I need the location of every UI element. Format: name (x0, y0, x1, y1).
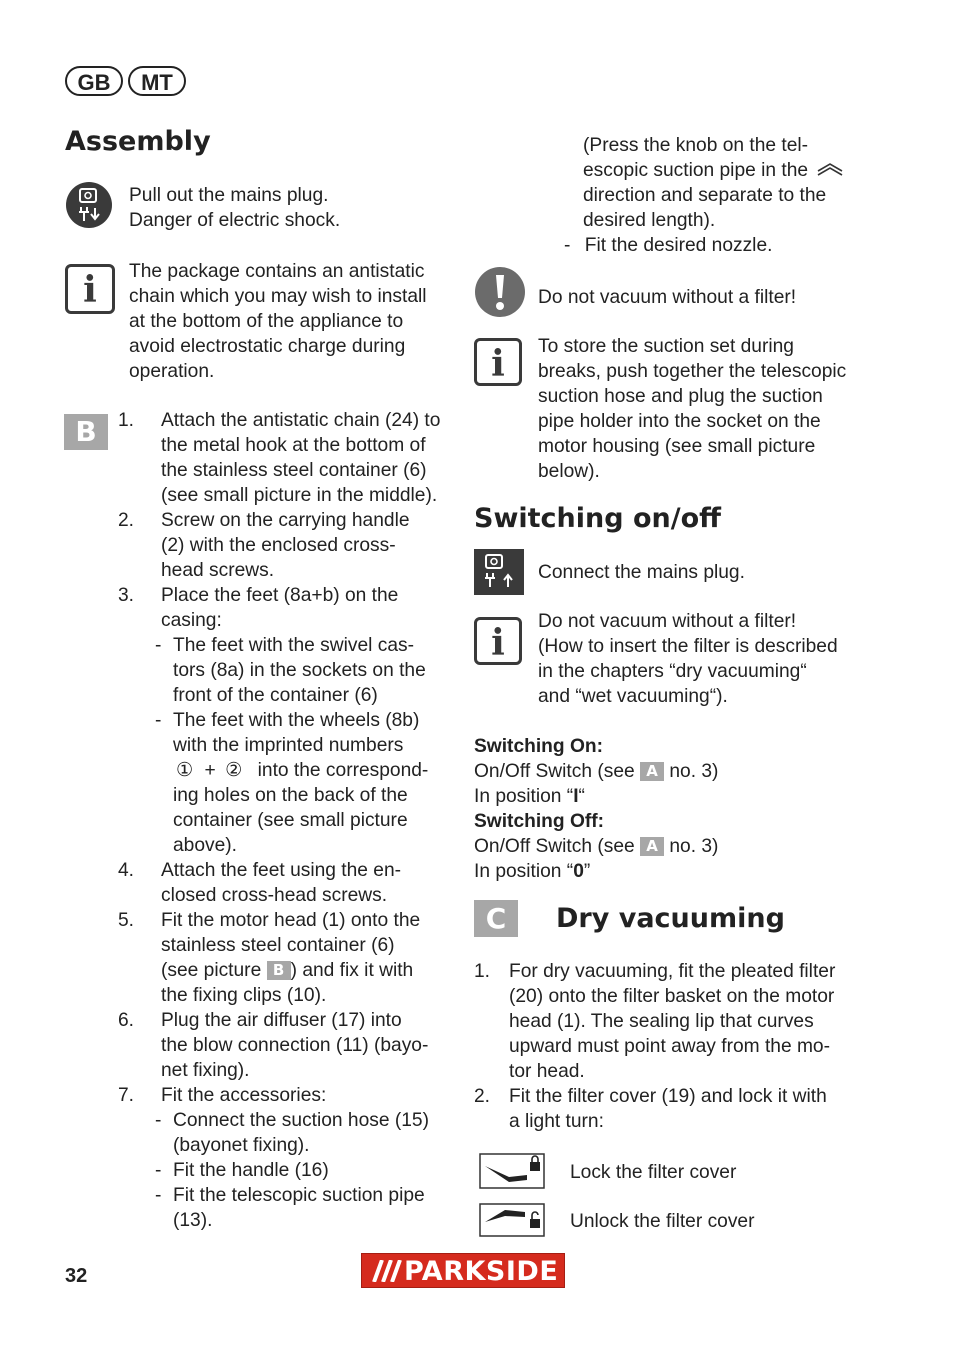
info-icon: i (474, 338, 522, 386)
sub-list-item: - The feet with the wheels (8b) with the imprinted numbers ① + ② into the correspond- ing holes on the back of the container (see small picture above). (155, 710, 429, 856)
lang-badge-mt: MT (128, 66, 186, 96)
assembly-heading: Assembly (65, 126, 211, 157)
list-item: 4. Attach the feet using the en- closed cross-head screws. (118, 860, 402, 906)
warning-icon (474, 266, 526, 318)
list-item: 2. Fit the filter cover (19) and lock it with a light turn: (474, 1086, 827, 1132)
list-item: 6. Plug the air diffuser (17) into the blow connection (11) (bayo- net fixing). (118, 1010, 429, 1081)
lock-cover-icon (479, 1153, 545, 1189)
unplug-note: Pull out the mains plug. Danger of electric shock. (129, 185, 341, 231)
unplug-icon (65, 181, 113, 229)
list-item: 1. For dry vacuuming, fit the pleated filter (20) onto the filter basket on the motor head (1). The sealing lip that curves upward must point away from the mo- tor head. (474, 961, 836, 1082)
chevrons-up-icon (816, 162, 844, 178)
connect-mains-note: Connect the mains plug. (538, 562, 745, 583)
list-item: 1. Attach the antistatic chain (24) to the metal hook at the bottom of the stainless steel container (6) (see small picture in the middle). (118, 410, 441, 506)
unlock-cover-label: Unlock the filter cover (570, 1211, 755, 1232)
lang-badge-gb: GB (65, 66, 123, 96)
switching-heading: Switching on/off (474, 503, 722, 534)
storage-info-note: To store the suction set during breaks, push together the telescopic suction hose and plug the suction pipe holder into the socket on the motor housing (see small picture below). (538, 336, 847, 482)
picture-a-badge: A (640, 837, 664, 856)
info-icon: i (65, 264, 115, 314)
sub-list-item: - The feet with the swivel cas- tors (8a) in the sockets on the front of the container (6) (155, 635, 426, 706)
plug-in-icon (474, 549, 524, 595)
sub-list-item: - Connect the suction hose (15) (bayonet fixing). (155, 1110, 429, 1156)
list-item: 7. Fit the accessories: - Connect the suction hose (15) (bayonet fixing). - Fit the handle (16) - Fit the telescopic suction pipe (13). (118, 1083, 453, 1233)
dry-vacuuming-heading: Dry vacuuming (556, 903, 785, 934)
info-icon: i (474, 617, 522, 665)
no-filter-warning: Do not vacuum without a filter! (538, 287, 797, 308)
picture-b-inline-badge: B (267, 961, 291, 980)
fit-nozzle-item: - Fit the desired nozzle. (564, 235, 773, 256)
list-item: 2. Screw on the carrying handle (2) with the enclosed cross- head screws. (118, 510, 410, 581)
filter-info-note: Do not vacuum without a filter! (How to insert the filter is described in the chapters “dry vacuuming“ and “wet vacuuming“). (538, 611, 838, 707)
dry-vacuuming-steps (474, 959, 864, 1134)
list-item: 3. Place the feet (8a+b) on the casing: - The feet with the swivel cas- tors (8a) in the sockets on the front of the container (6) - The feet with the wheels (8b) with the imprinted numbers ① + ② into the correspond- ing holes on the back of the container (see small picture above). (118, 583, 453, 858)
sub-list-item: - Fit the handle (16) (155, 1160, 329, 1181)
picture-b-badge: B (64, 414, 108, 450)
assembly-steps (118, 408, 453, 1233)
picture-a-badge: A (640, 762, 664, 781)
lock-cover-label: Lock the filter cover (570, 1162, 737, 1183)
page-number: 32 (65, 1265, 88, 1287)
telescopic-continuation: (Press the knob on the tel- escopic suction pipe in the direction and separate to the desired length). (583, 133, 844, 233)
picture-c-badge: C (474, 900, 518, 937)
switching-instructions: Switching On: On/Off Switch (see A no. 3) In position “I“ Switching Off: On/Off Switch (see A no. 3) In position “0” (474, 736, 719, 882)
antistatic-info-note: The package contains an antistatic chain which you may wish to install at the bottom of the appliance to avoid electrostatic charge during operation. (129, 261, 427, 382)
sub-list-item: - Fit the telescopic suction pipe (13). (155, 1185, 425, 1231)
logo-stripes-icon (368, 1260, 404, 1282)
list-item: 5. Fit the motor head (1) onto the stainless steel container (6) (see picture B ) and fix it with the fixing clips (10). (118, 910, 421, 1006)
parkside-logo: PARKSIDE (361, 1253, 565, 1288)
unlock-cover-icon (479, 1203, 545, 1237)
